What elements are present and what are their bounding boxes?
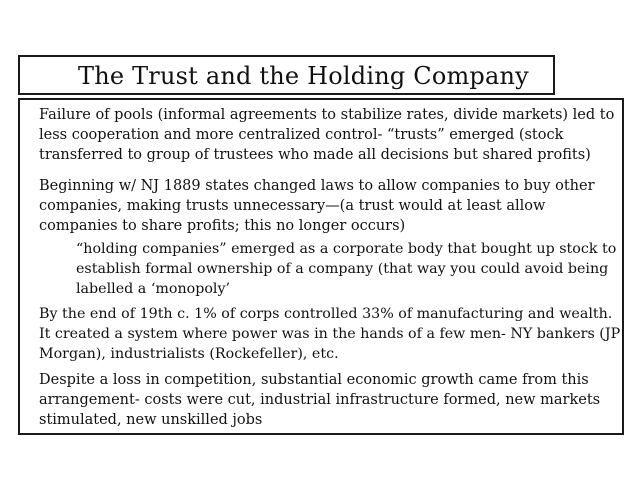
- paragraph-line: “holding companies” emerged as a corporate body that bought up stock to: [76, 241, 617, 257]
- paragraph-economic-growth: [39, 370, 600, 431]
- paragraph-line: less cooperation and more centralized control- “trusts” emerged (stock: [39, 127, 564, 144]
- paragraph-line: By the end of 19th c. 1% of corps controlled 33% of manufacturing and wealth.: [39, 306, 613, 322]
- paragraph-nj-laws: [39, 176, 595, 237]
- paragraph-line: arrangement- costs were cut, industrial infrastructure formed, new markets: [39, 392, 601, 409]
- paragraph-pools: [39, 105, 614, 166]
- paragraph-line: It created a system where power was in the hands of a few men- NY bankers (JP: [39, 326, 621, 343]
- paragraph-line: transferred to group of trustees who made all decisions but shared profits): [39, 147, 591, 164]
- paragraph-holding-companies: [76, 239, 616, 300]
- paragraph-corp-control: [39, 304, 620, 365]
- paragraph-line: Beginning w/ NJ 1889 states changed laws to allow companies to buy other: [39, 178, 595, 194]
- slide-title: The Trust and the Holding Company: [78, 62, 529, 90]
- paragraph-line: companies to share profits; this no longer occurs): [39, 218, 406, 235]
- content-box: [18, 98, 624, 435]
- title-box: [18, 55, 555, 95]
- paragraph-line: labelled a ‘monopoly’: [76, 281, 231, 298]
- paragraph-line: stimulated, new unskilled jobs: [39, 412, 263, 429]
- paragraph-line: companies, making trusts unnecessary—(a trust would at least allow: [39, 198, 546, 215]
- paragraph-line: establish formal ownership of a company (that way you could avoid being: [76, 261, 609, 278]
- paragraph-line: Morgan), industrialists (Rockefeller), etc.: [39, 346, 339, 363]
- paragraph-line: Failure of pools (informal agreements to stabilize rates, divide markets) led to: [39, 107, 615, 123]
- paragraph-line: Despite a loss in competition, substantial economic growth came from this: [39, 372, 589, 388]
